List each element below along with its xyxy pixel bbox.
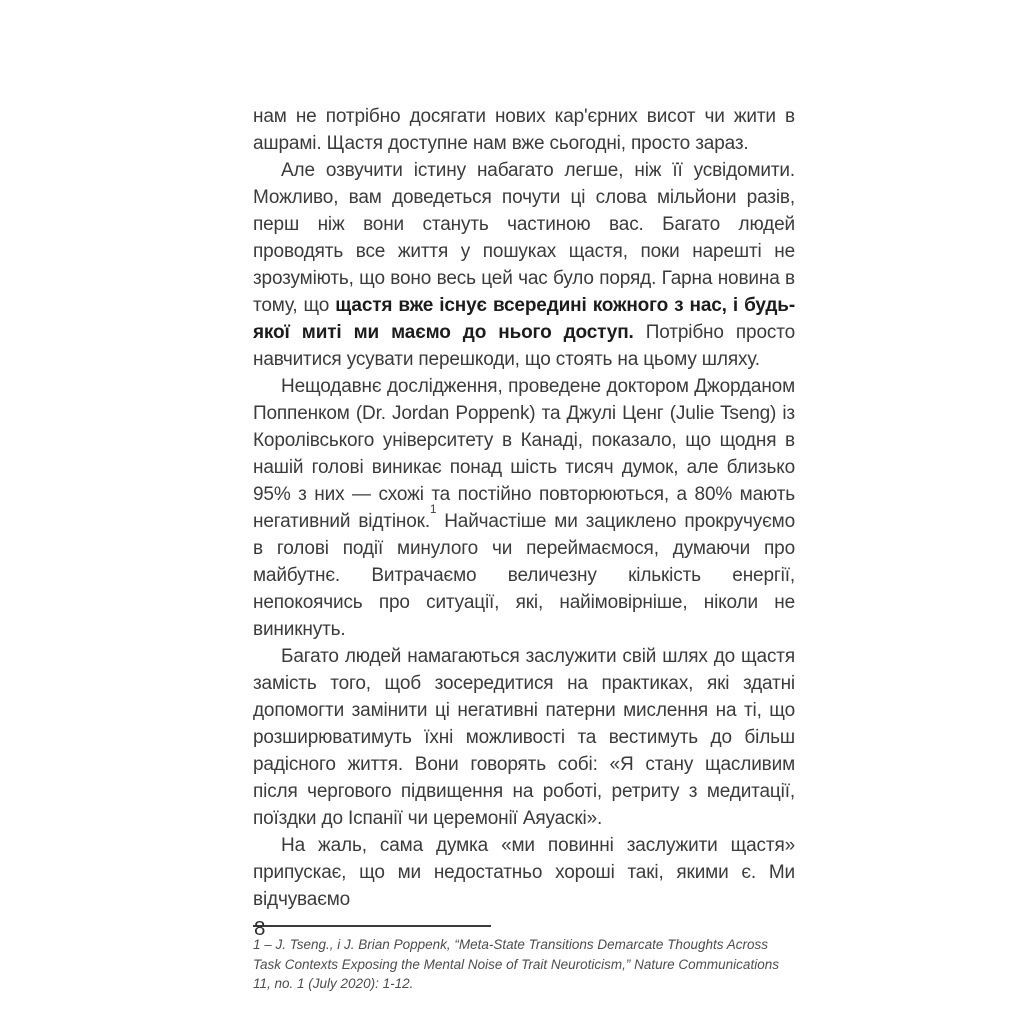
paragraph — [253, 157, 795, 373]
text-segment: Потрібно просто навчитися усувати перешкоди, що стоять на цьому шляху. — [253, 322, 795, 370]
paragraph — [253, 832, 795, 913]
text-segment: Але озвучити істину набагато легше, ніж її усвідомити. Можливо, вам доведеться почути ці слова мільйони разів, перш ніж вони стануть частиною вас. Багато людей проводять все життя у пошуках щастя, поки нарешті не зрозуміють, що воно весь цей час було поряд. Гарна новина в тому, що — [253, 160, 795, 316]
paragraph — [253, 103, 795, 157]
text-segment: Нещодавнє дослідження, проведене доктором Джорданом Поппенком (Dr. Jordan Poppenk) та Джулі Ценг (Julie Tseng) із Королівського університету в Канаді, показало, що щодня в нашій голові виникає понад шість тисяч думок, але близько 95% з них — схожі та постійно повторюються, а 80% мають негативний відтінок. — [253, 376, 795, 532]
page-number: 8 — [254, 917, 266, 940]
text-column — [253, 103, 795, 994]
footnote-separator — [253, 925, 491, 927]
paragraph — [253, 643, 795, 832]
text-segment: На жаль, сама думка «ми повинні заслужити щастя» припускає, що ми недостатньо хороші такі, якими є. Ми відчуваємо — [253, 835, 795, 910]
text-segment: Найчастіше ми зациклено прокручуємо в голові події минулого чи переймаємося, думаючи про майбутнє. Витрачаємо величезну кількість енергії, непокоячись про ситуації, які, найімовірніше, ніколи не виникнуть. — [253, 511, 795, 640]
footnote-text: 1 – J. Tseng., i J. Brian Poppenk, “Meta-State Transitions Demarcate Thoughts Across Task Contexts Exposing the Mental Noise of Trait Neuroticism,” Nature Communications 11, no. 1 (July 2020): 1-12. — [253, 937, 779, 991]
text-segment: нам не потрібно досягати нових кар'єрних висот чи жити в ашрамі. Щастя доступне нам вже сьогодні, просто зараз. — [253, 106, 795, 154]
body-text — [253, 103, 795, 913]
text-segment: Багато людей намагаються заслужити свій шлях до щастя замість того, щоб зосередитися на практиках, які здатні допомогти замінити ці негативні патерни мислення на ті, що розширюватимуть їхні можливості та вестимуть до більш радісного життя. Вони говорять собі: «Я стану щасливим після чергового підвищення на роботі, ретриту з медитації, поїздки до Іспанії чи церемонії Аяуаскі». — [253, 646, 795, 829]
paragraph — [253, 373, 795, 643]
bold-text-segment: щастя вже існує всередині кожного з нас, і будь-якої миті ми маємо до нього доступ. — [253, 295, 795, 343]
footnote-reference: 1 — [429, 503, 437, 516]
footnote-area — [253, 925, 795, 994]
